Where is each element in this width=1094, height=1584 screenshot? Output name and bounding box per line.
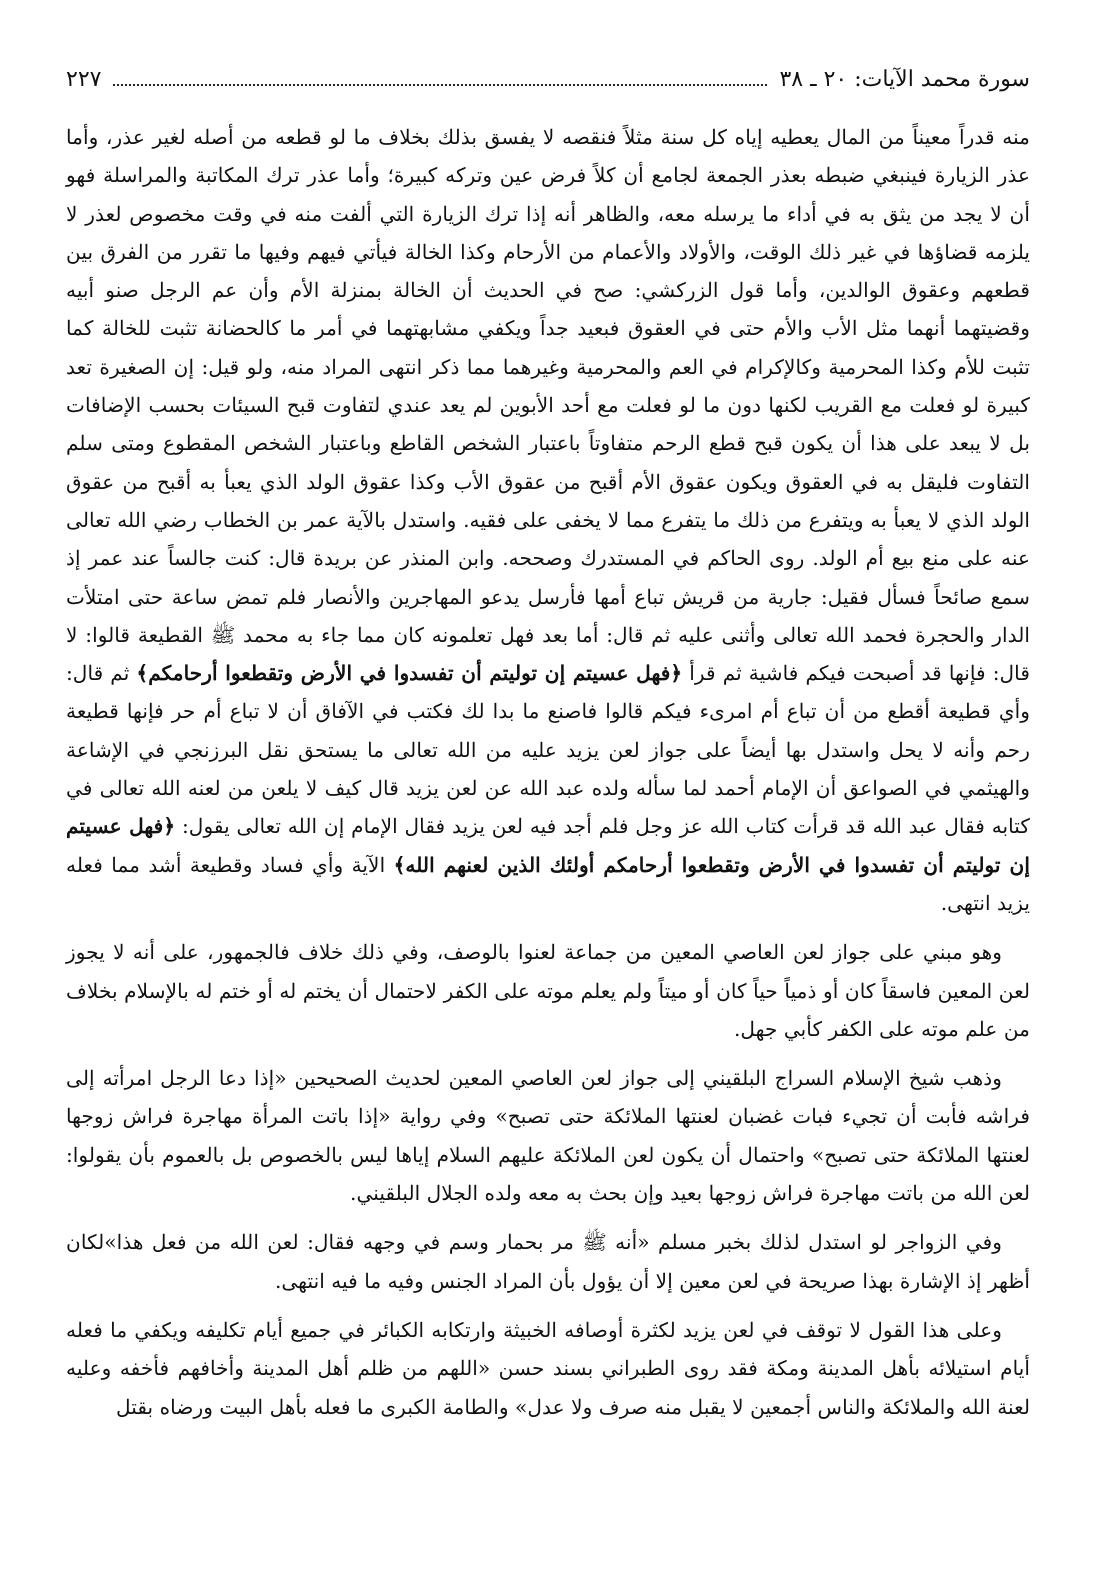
paragraph — [66, 1223, 1030, 1300]
paragraph — [66, 1311, 1030, 1426]
paragraph — [66, 118, 1030, 922]
paragraph — [66, 933, 1030, 1048]
page-number: ٢٢٧ — [66, 67, 102, 92]
page-body — [66, 60, 1030, 1426]
surah-title: سورة محمد الآيات: ٢٠ ـ ٣٨ — [779, 67, 1030, 92]
text-segment: منه قدراً معيناً من المال يعطيه إياه كل سنة مثلاً فنقصه لا يفسق بذلك بخلاف ما لو قطعه من أصله لغير عذر، وأما عذر الزيارة فينبغي ضبطه بعذر الجمعة لجامع أن كلاً فرض عين وتركه كبيرة؛ وأما عذر ترك المكاتبة والمراسلة فهو أن لا يجد من يثق به في أداء ما يرسله معه، والظاهر أنه إذا ترك الزيارة التي ألفت منه في وقت مخصوص لعذر لا يلزمه قضاؤها في غير ذلك الوقت، والأولاد والأعمام من الأرحام وكذا الخالة فيأتي فيهم وفيها ما تقرر من الفرق بين قطعهم وعقوق الوالدين، وأما قول الزركشي: صح في الحديث أن الخالة بمنزلة الأم وأن عم الرجل صنو أبيه وقضيتهما أنهما مثل الأب والأم حتى في العقوق فبعيد جداً ويكفي مشابهتهما في أمر ما كالحضانة تثبت للخالة كما تثبت للأم وكذا المحرمية وكالإكرام في العم والمحرمية وغيرهما مما ذكر انتهى المراد منه، ولو قيل: إن الصغيرة تعد كبيرة لو فعلت مع القريب لكنها دون ما لو فعلت مع أحد الأبوين لم يعد عندي لتفاوت قبح السيئات بحسب الإضافات بل لا يبعد على هذا أن يكون قبح قطع الرحم متفاوتاً باعتبار الشخص القاطع وباعتبار الشخص المقطوع ومتى سلم التفاوت فليقل به في العقوق ويكون عقوق الأم أقبح من عقوق الأب وكذا عقوق الولد الذي يعبأ به أقبح من عقوق الولد الذي لا يعبأ به ويتفرع من ذلك ما يتفرع مما لا يخفى على فقيه. واستدل بالآية عمر بن الخطاب رضي الله تعالى عنه على منع بيع أم الولد. روى الحاكم في المستدرك وصححه. وابن المنذر عن بريدة قال: كنت جالساً عند عمر إذ سمع صائحاً فسأل فقيل: جارية من قريش تباع أمها فأرسل يدعو المهاجرين والأنصار فلم تمض ساعة حتى امتلأت الدار والحجرة فحمد الله تعالى وأثنى عليه ثم قال: أما بعد فهل تعلمونه كان مما جاء به محمد ﷺ القطيعة قالوا: لا قال: فإنها قد أصبحت فيكم فاشية ثم قرأ — [66, 125, 1030, 686]
paragraph — [66, 1059, 1030, 1212]
running-header — [66, 60, 1030, 100]
text-segment: الآية وأي فساد وقطيعة أشد مما فعله يزيد انتهى. — [66, 852, 1030, 915]
text-segment: وذهب شيخ الإسلام السراج البلقيني إلى جواز لعن العاصي المعين لحديث الصحيحين «إذا دعا الرجل امرأته إلى فراشه فأبت أن تجيء فبات غضبان لعنتها الملائكة حتى تصبح» وفي رواية «إذا باتت المرأة مهاجرة فراش زوجها لعنتها الملائكة حتى تصبح» واحتمال أن يكون لعن الملائكة عليهم السلام إياها ليس بالخصوص بل بالعموم بأن يقولوا: لعن الله من باتت مهاجرة فراش زوجها بعيد وإن بحث به معه ولده الجلال البلقيني. — [66, 1066, 1030, 1206]
quran-quote: ﴿فهل عسيتم إن توليتم أن تفسدوا في الأرض وتقطعوا أرحامكم﴾ — [136, 661, 683, 686]
text-segment: وهو مبني على جواز لعن العاصي المعين من جماعة لعنوا بالوصف، وفي ذلك خلاف فالجمهور، على أنه لا يجوز لعن المعين فاسقاً كان أو ذمياً حياً كان أو ميتاً ولم يعلم موته على الكفر لاحتمال أن يختم له أو ختم له بالإسلام بخلاف من علم موته على الكفر كأبي جهل. — [66, 940, 1030, 1041]
text-segment: وفي الزواجر لو استدل لذلك بخبر مسلم «أنه ﷺ مر بحمار وسم في وجهه فقال: لعن الله من فعل هذا»لكان أظهر إذ الإشارة بهذا صريحة في لعن معين إلا أن يؤول بأن المراد الجنس وفيه ما فيه انتهى. — [66, 1230, 1030, 1293]
text-segment: وعلى هذا القول لا توقف في لعن يزيد لكثرة أوصافه الخبيثة وارتكابه الكبائر في جميع أيام تكليفه ويكفي ما فعله أيام استيلائه بأهل المدينة ومكة فقد روى الطبراني بسند حسن «اللهم من ظلم أهل المدينة وأخافهم فأخفه وعليه لعنة الله والملائكة والناس أجمعين لا يقبل منه صرف ولا عدل» والطامة الكبرى ما فعله بأهل البيت ورضاه بقتل — [66, 1317, 1030, 1419]
leader-dots — [113, 70, 767, 86]
text-body — [66, 118, 1030, 1426]
quran-quote: ﴿فهل عسيتم إن توليتم أن تفسدوا في الأرض وتقطعوا أرحامكم أولئك الذين لعنهم الله﴾ — [66, 814, 1030, 877]
text-segment: ثم قال: وأي قطيعة أقطع من أن تباع أم امرىء فيكم قالوا فاصنع ما بدا لك فكتب في الآفاق أن لا تباع أم حر فإنها قطيعة رحم وأنه لا يحل واستدل بها أيضاً على جواز لعن يزيد عليه من الله تعالى ما يستحق نقل البرزنجي في الإشاعة والهيثمي في الصواعق أن الإمام أحمد لما سأله ولده عبد الله عن لعن يزيد قال كيف لا يلعن من لعنه الله تعالى في كتابه فقال عبد الله قد قرأت كتاب الله عز وجل فلم أجد فيه لعن يزيد فقال الإمام إن الله تعالى يقول: — [66, 661, 1030, 839]
